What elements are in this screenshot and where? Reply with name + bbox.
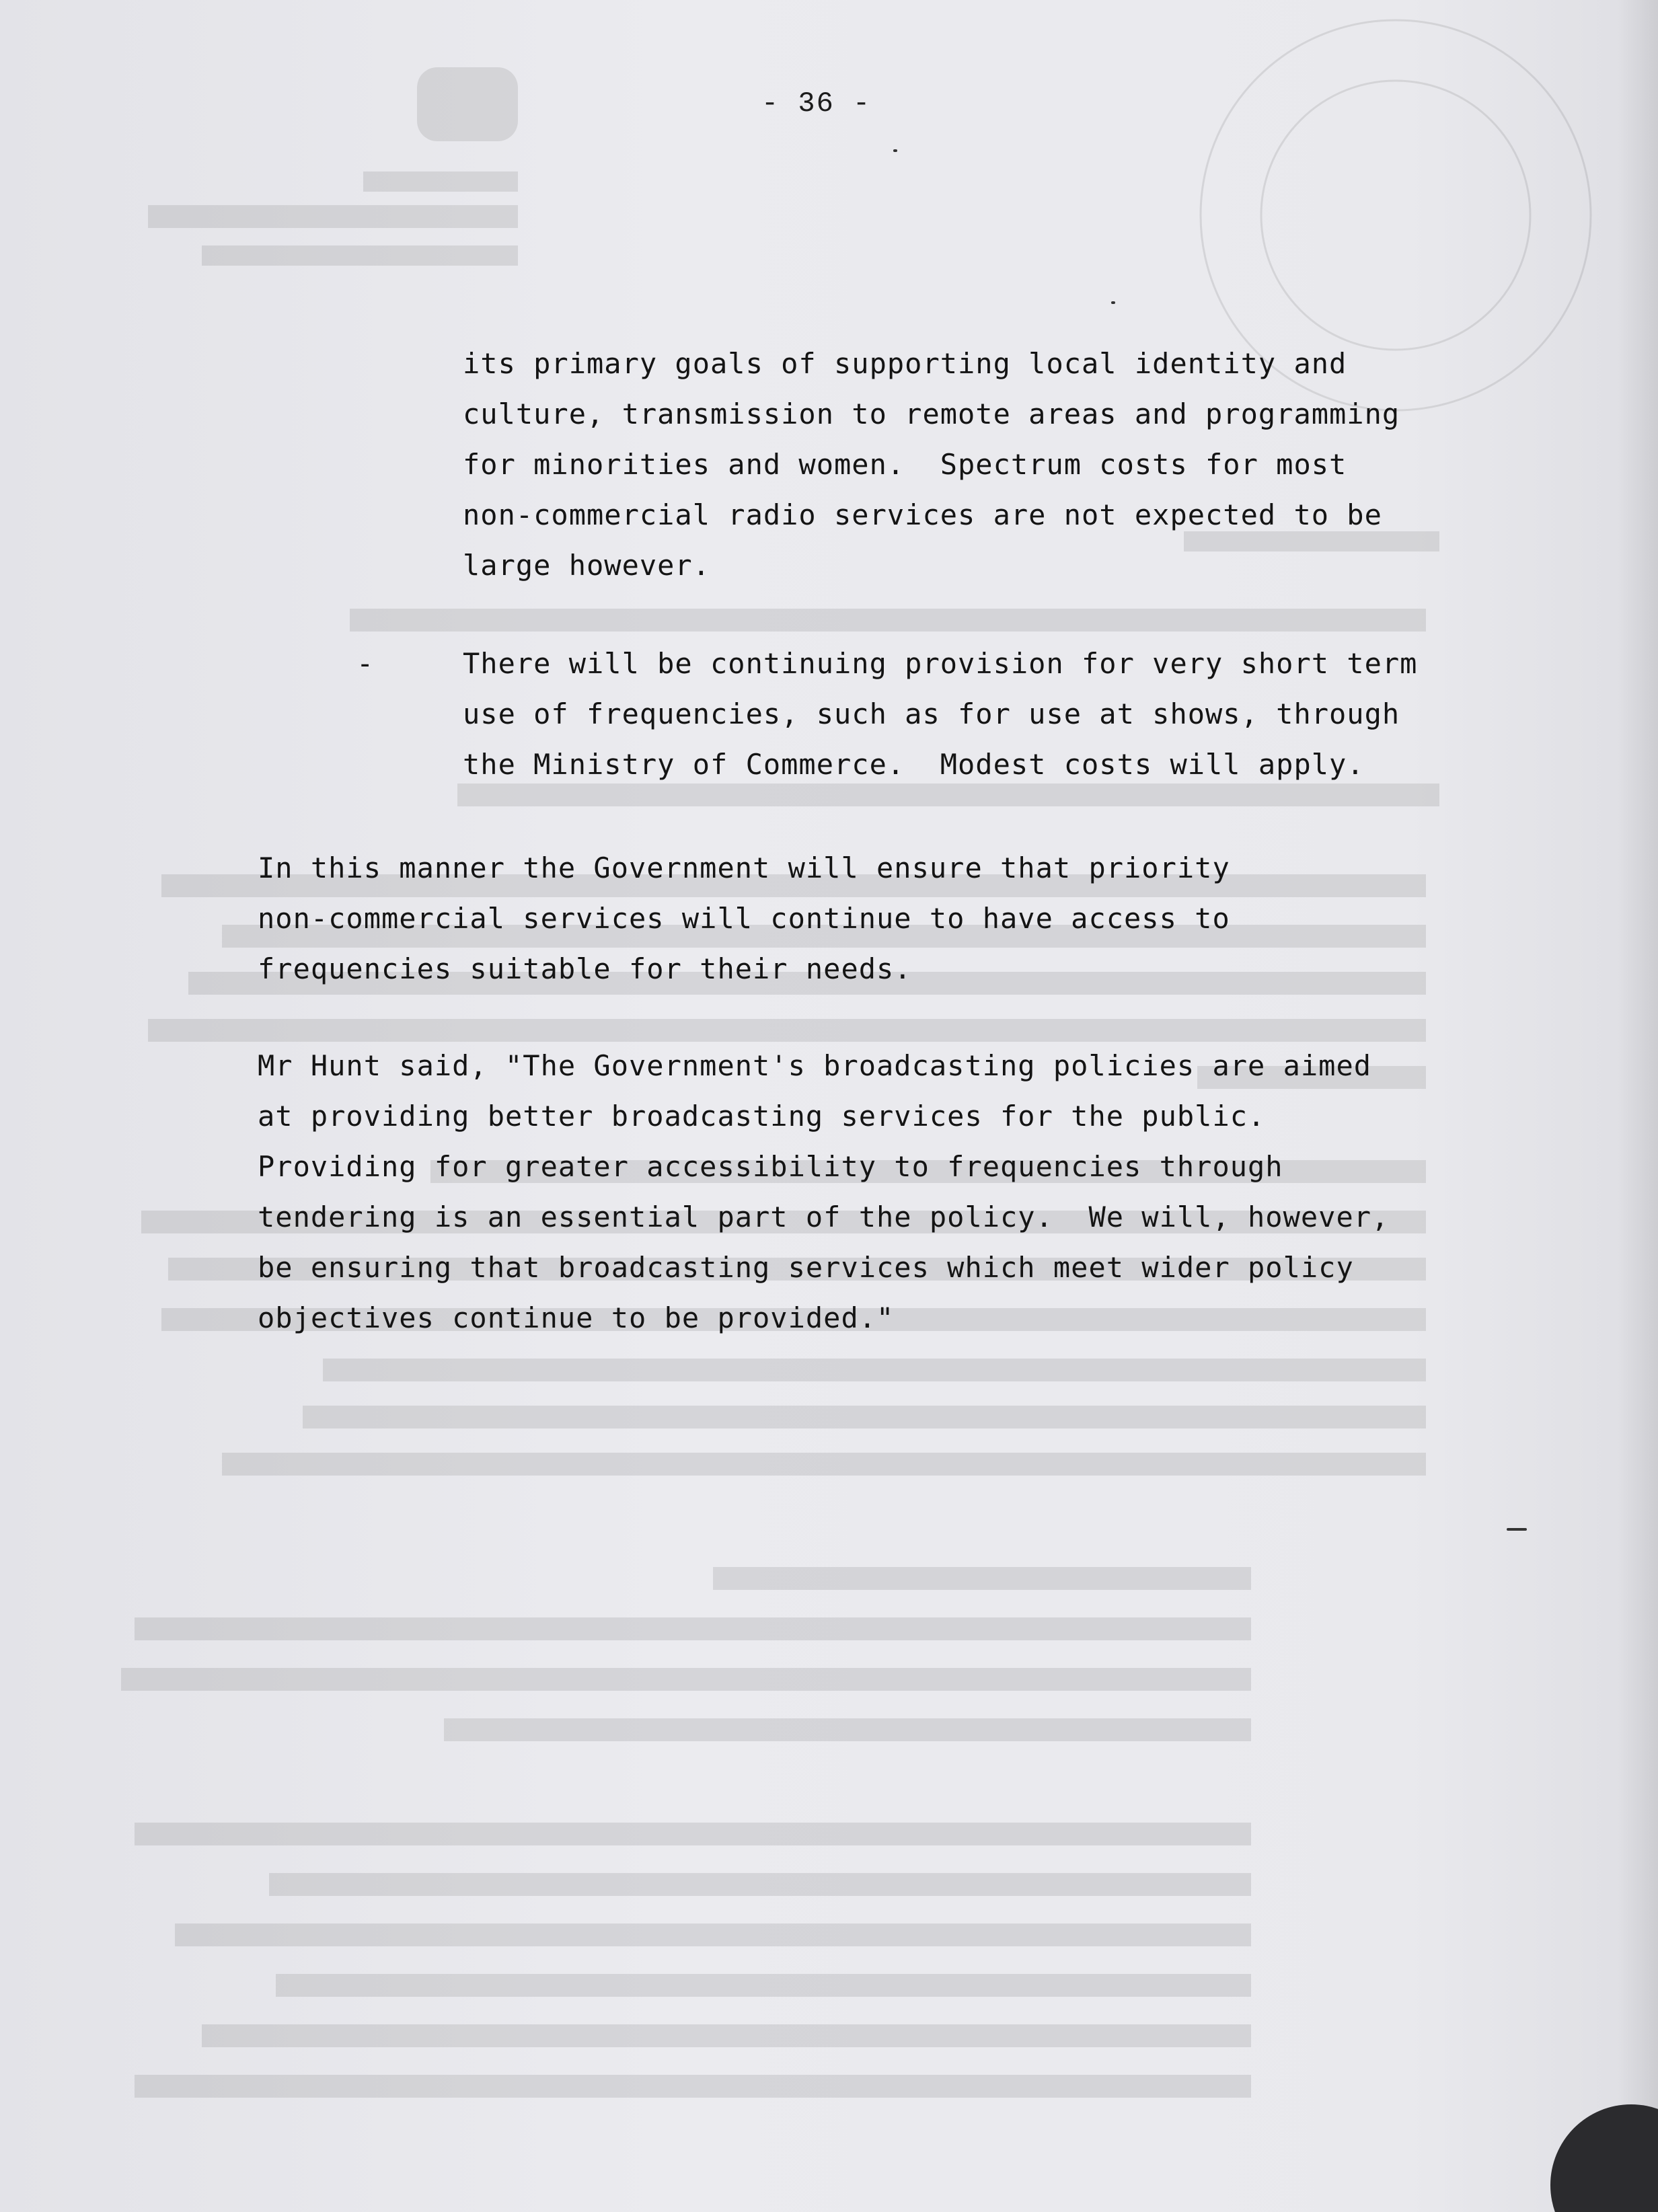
text-line: tendering is an essential part of the policy. We will, however, [258, 1200, 1390, 1233]
text-line: Mr Hunt said, "The Government's broadcasting policies are aimed [258, 1049, 1372, 1082]
text-line: There will be continuing provision for very short term [463, 647, 1418, 680]
page-edge-shading [1618, 0, 1658, 2212]
bullet-text [463, 638, 1573, 790]
page-number: - 36 - [761, 87, 872, 120]
ink-speck [1507, 1528, 1527, 1531]
text-line: Providing for greater accessibility to frequencies through [258, 1150, 1283, 1183]
continuation-paragraph [463, 338, 1400, 590]
ink-speck [1111, 301, 1115, 304]
text-line: culture, transmission to remote areas and programming [463, 397, 1400, 430]
text-line: non-commercial services will continue to have access to [258, 902, 1230, 935]
text-line: be ensuring that broadcasting services which meet wider policy [258, 1251, 1354, 1284]
text-line: non-commercial radio services are not expected to be [463, 498, 1382, 531]
text-line: use of frequencies, such as for use at shows, through [463, 697, 1400, 730]
body-paragraph [258, 843, 1230, 994]
bullet-marker: - [356, 647, 374, 680]
text-line: at providing better broadcasting services for the public. [258, 1100, 1266, 1133]
text-line: objectives continue to be provided." [258, 1301, 895, 1334]
text-line: frequencies suitable for their needs. [258, 952, 912, 985]
text-line: large however. [463, 549, 711, 582]
quote-paragraph [258, 1040, 1389, 1343]
scan-corner-shadow [1550, 2104, 1658, 2212]
text-line: the Ministry of Commerce. Modest costs will apply. [463, 748, 1365, 781]
text-line: for minorities and women. Spectrum costs for most [463, 448, 1347, 481]
text-line: In this manner the Government will ensure that priority [258, 851, 1230, 884]
ink-speck [893, 149, 897, 152]
text-line: its primary goals of supporting local identity and [463, 347, 1347, 380]
